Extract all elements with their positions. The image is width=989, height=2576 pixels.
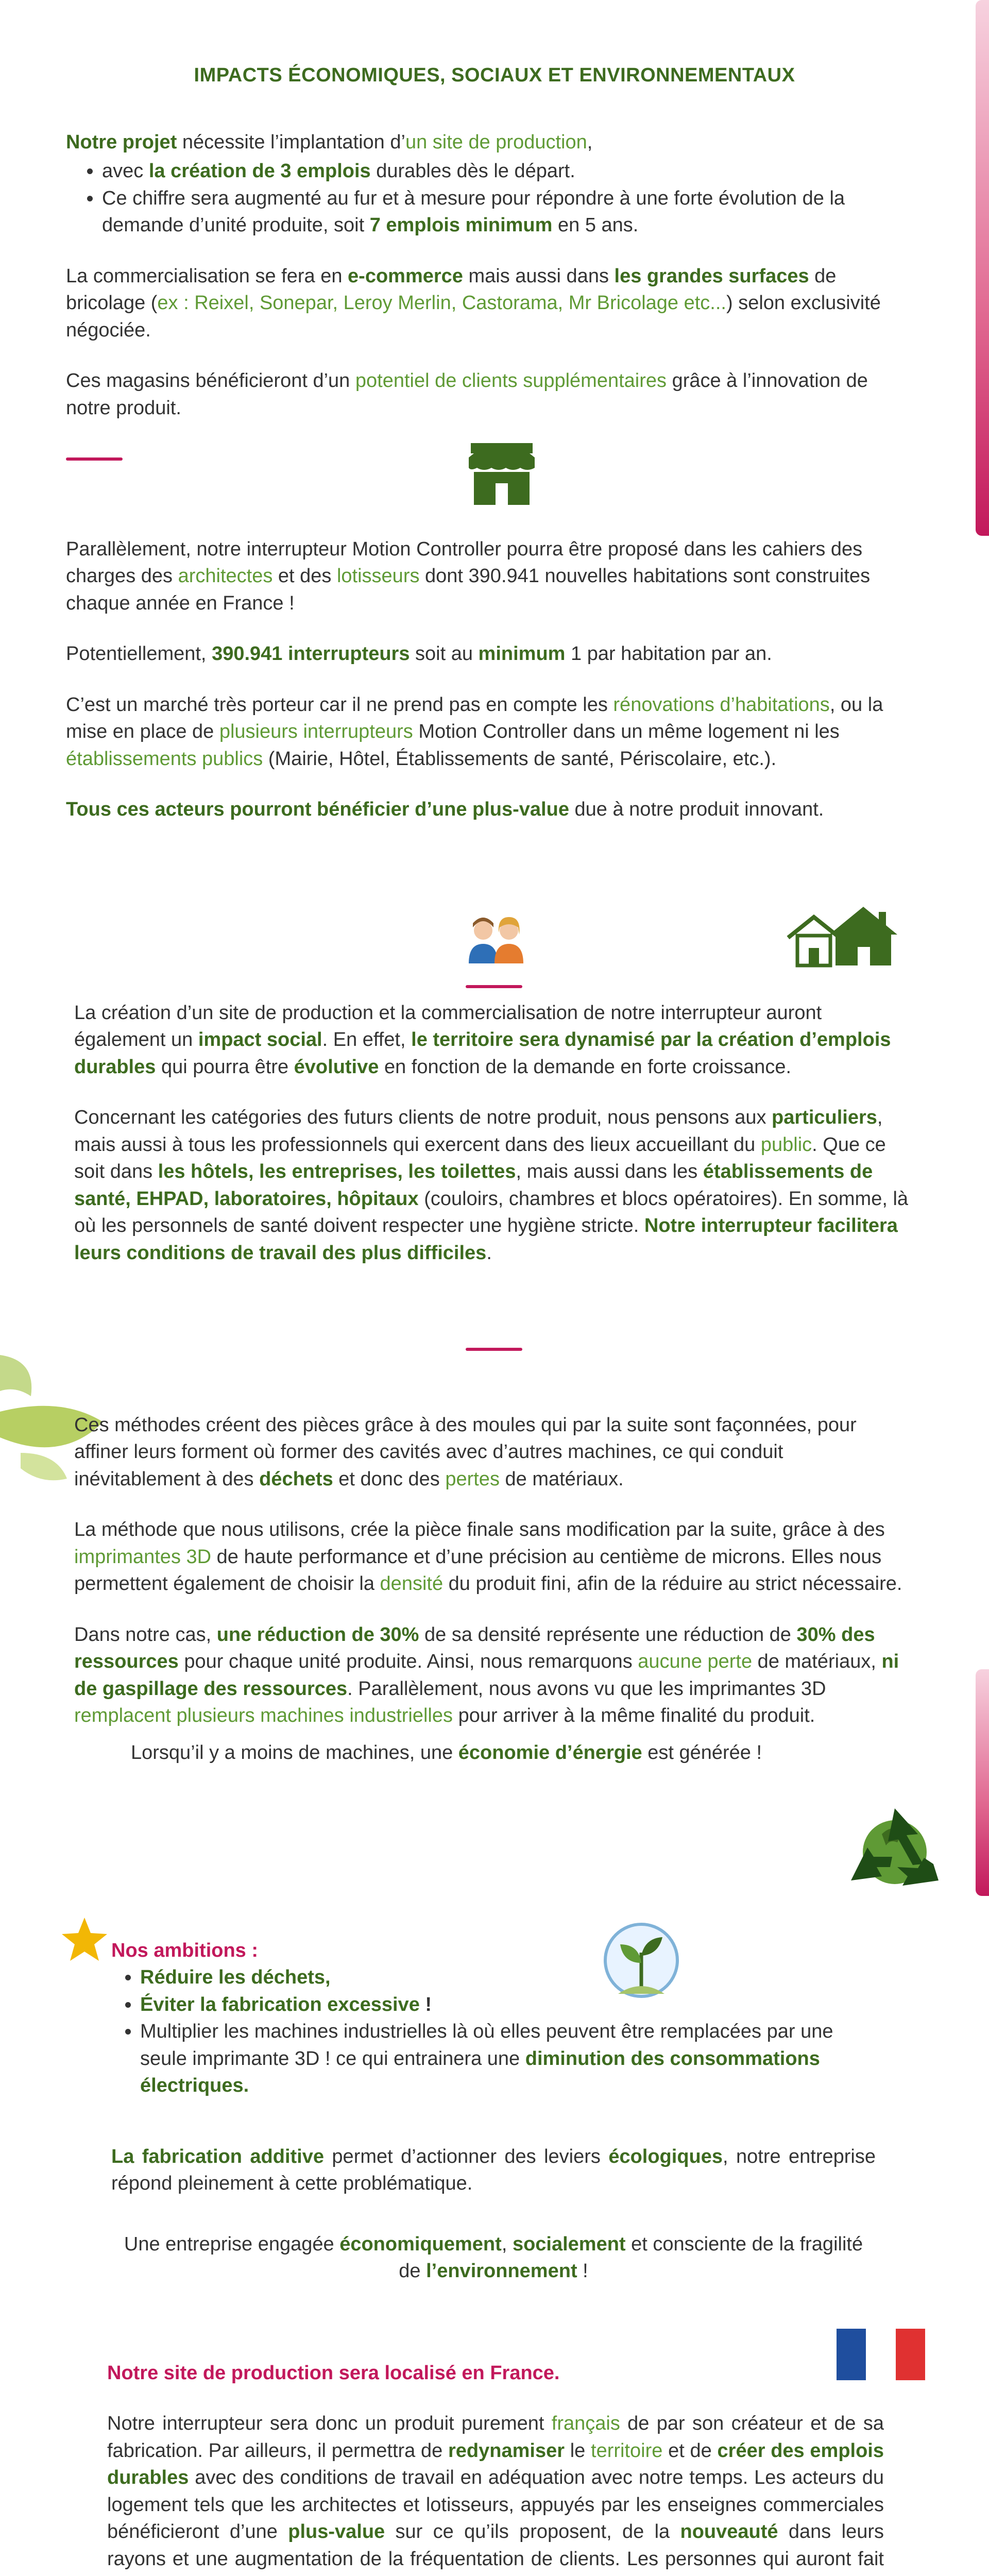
intro-section	[66, 129, 911, 445]
ambitions-section	[111, 1937, 884, 2123]
list-item: • Réduire les déchets,	[140, 1964, 884, 1991]
france-paragraph: Notre interrupteur sera donc un produit purement français de par son créateur et de sa fabrication. Par ailleurs, il permettra de redynamiser le territoire et de créer des emplois durables avec des conditions de travail en adéquation avec notre temps. Les acteurs du logement tels que les architectes et lotisseurs, appuyés par les enseignes commerciales bénéficieront d’une plus-value sur ce qu’ils proposent, de la nouveauté dans leurs rayons et une augmentation de la fréquentation de clients. Les personnes qui auront fait	[107, 2413, 884, 2570]
side-accent-bar-mid	[976, 1669, 989, 1896]
people-icon	[457, 912, 535, 969]
market-section	[66, 536, 911, 847]
added-value-paragraph: Tous ces acteurs pourront bénéficier d’une plus-value due à notre produit innovant.	[66, 799, 824, 821]
social-impact-paragraph: La création d’un site de production et la commercialisation de notre interrupteur auront également un impact social. En effet, le territoire sera dynamisé par la création d’emplois durables qui pourra être évolutive en fonction de la demande en forte croissance.	[74, 1002, 891, 1078]
intro-paragraph: Notre projet nécessite l’implantation d’un site de production,	[66, 131, 593, 153]
divider	[66, 457, 123, 461]
list-item: • Multiplier les machines industrielles là où elles peuvent être remplacées par une seule imprimante 3D ! ce qui entrainera une diminution des consommations électriques.	[140, 2018, 884, 2099]
list-item: • Éviter la fabrication excessive !	[140, 1991, 884, 2018]
engaged-paragraph	[111, 2231, 876, 2309]
france-title: Notre site de production sera localisé en France.	[107, 2362, 560, 2384]
commerce-paragraph: La commercialisation se fera en e-commerce mais aussi dans les grandes surfaces de bricolage (ex : Reixel, Sonepar, Leroy Merlin, Castorama, Mr Bricolage etc...) selon exclusivité négociée.	[66, 265, 881, 341]
shop-icon	[466, 438, 538, 510]
list-item: • Ce chiffre sera augmenté au fur et à mesure pour répondre à une forte évolution de la demande d’unité produite, soit 7 emplois minimum en 5 ans.	[102, 185, 911, 239]
potential-paragraph: Potentiellement, 390.941 interrupteurs soit au minimum 1 par habitation par an.	[66, 643, 772, 665]
houses-icon	[783, 902, 901, 969]
divider	[466, 1348, 522, 1351]
ambitions-title: Nos ambitions :	[111, 1940, 259, 1961]
ambitions-list	[111, 1964, 884, 2099]
engaged-text: Une entreprise engagée économiquement, socialement et consciente de la fragilité de l’environnement !	[124, 2233, 863, 2282]
energy-paragraph: Lorsqu’il y a moins de machines, une économie d’énergie est générée !	[131, 1742, 762, 1764]
method-paragraph: La méthode que nous utilisons, crée la pièce finale sans modification par la suite, grâce à des imprimantes 3D de haute performance et d’une précision au centième de microns. Elles nous permettent également de choisir la densité du produit fini, afin de la réduire au strict nécessaire.	[74, 1519, 902, 1595]
france-section	[107, 2360, 884, 2576]
additive-paragraph	[111, 2143, 876, 2221]
environment-section	[74, 1412, 911, 1790]
star-icon	[61, 1917, 108, 1962]
divider	[466, 985, 522, 988]
recycle-icon	[841, 1803, 949, 1901]
list-item: • avec la création de 3 emplois durables dès le départ.	[102, 158, 911, 184]
market-paragraph: C’est un marché très porteur car il ne prend pas en compte les rénovations d’habitations, ou la mise en place de plusieurs interrupteurs Motion Controller dans un même logement ni les établissements publics (Mairie, Hôtel, Établissements de santé, Périscolaire, etc.).	[66, 693, 883, 770]
social-section	[74, 999, 911, 1290]
clients-categories-paragraph: Concernant les catégories des futurs clients de notre produit, nous pensons aux particuliers, mais aussi à tous les professionnels qui exercent dans des lieux accueillant du public. Que ce soit dans les hôtels, les entreprises, les toilettes, mais aussi dans les établissements de santé, EHPAD, laboratoires, hôpitaux (couloirs, chambres et blocs opératoires). En somme, là où les personnels de santé doivent respecter une hygiène stricte. Notre interrupteur facilitera leurs conditions de travail des plus difficiles.	[74, 1107, 909, 1264]
additive-text: La fabrication additive permet d’actionner des leviers écologiques, notre entreprise répond pleinement à cette problématique.	[111, 2146, 876, 2195]
intro-list	[66, 158, 911, 239]
waste-paragraph: Ces méthodes créent des pièces grâce à des moules qui par la suite sont façonnées, pour affiner leurs forment où former des cavités avec d’autres machines, ce qui conduit inévitablement à des déchets et donc des pertes de matériaux.	[74, 1414, 857, 1490]
page-title: IMPACTS ÉCONOMIQUES, SOCIAUX ET ENVIRONNEMENTAUX	[194, 64, 795, 86]
architects-paragraph: Parallèlement, notre interrupteur Motion Controller pourra être proposé dans les cahiers des charges des architectes et des lotisseurs dont 390.941 nouvelles habitations sont construites chaque année en France !	[66, 538, 871, 614]
density-paragraph: Dans notre cas, une réduction de 30% de sa densité représente une réduction de 30% des ressources pour chaque unité produite. Ainsi, nous remarquons aucune perte de matériaux, ni de gaspillage des ressources. Parallèlement, nous avons vu que les imprimantes 3D remplacent plusieurs machines industrielles pour arriver à la même finalité du produit.	[74, 1623, 899, 1726]
clients-paragraph: Ces magasins bénéficieront d’un potentiel de clients supplémentaires grâce à l’innovation de notre produit.	[66, 370, 868, 419]
